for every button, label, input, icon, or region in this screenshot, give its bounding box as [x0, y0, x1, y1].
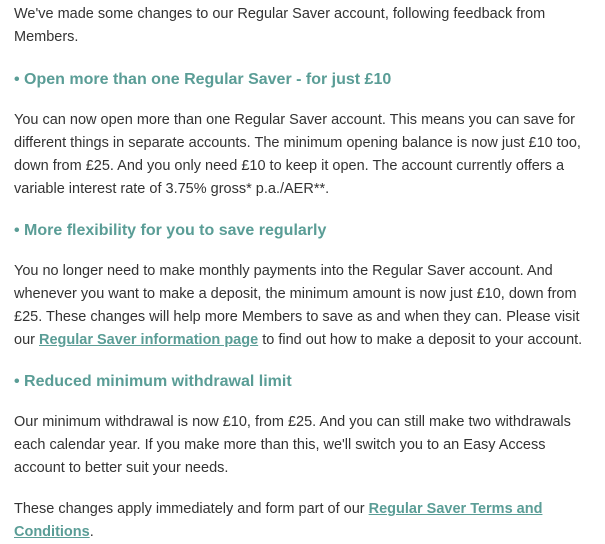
regular-saver-info-link[interactable]: Regular Saver information page — [39, 332, 259, 348]
section-body-withdrawal: Our minimum withdrawal is now £10, from £25. And you can still make two withdrawals each calendar year. If you make more than this, we'll switch you to an Easy Access account to better suit your needs. — [14, 414, 571, 476]
section-body-flexibility — [14, 260, 597, 352]
section-body-multiple-accounts: You can now open more than one Regular Saver account. This means you can save for different things in separate accounts. The minimum opening balance is now just £10 too, down from £25. And you only need £10 to keep it open. The account currently offers a variable interest rate of 3.75% gross* p.a./AER**. — [14, 112, 581, 197]
intro-paragraph: We've made some changes to our Regular Saver account, following feedback from Members. — [14, 6, 546, 45]
outro-text-before: These changes apply immediately and form part of our — [14, 501, 369, 517]
flexibility-text-before: You no longer need to make monthly payments into the Regular Saver account. And whenever you want to make a deposit, the minimum amount is now just £10, down from £25. These changes will help more Members to save as and when they can. Please visit our — [14, 263, 580, 348]
flexibility-text-after: to find out how to make a deposit to your account. — [258, 332, 583, 348]
section-heading-flexibility: • More flexibility for you to save regularly — [14, 222, 327, 239]
outro-paragraph — [14, 498, 597, 544]
section-heading-withdrawal: • Reduced minimum withdrawal limit — [14, 373, 292, 390]
outro-text-after: . — [89, 524, 94, 540]
section-heading-multiple-accounts: • Open more than one Regular Saver - for just £10 — [14, 71, 392, 88]
terms-and-conditions-link[interactable]: Regular Saver Terms and Conditions — [14, 501, 543, 540]
